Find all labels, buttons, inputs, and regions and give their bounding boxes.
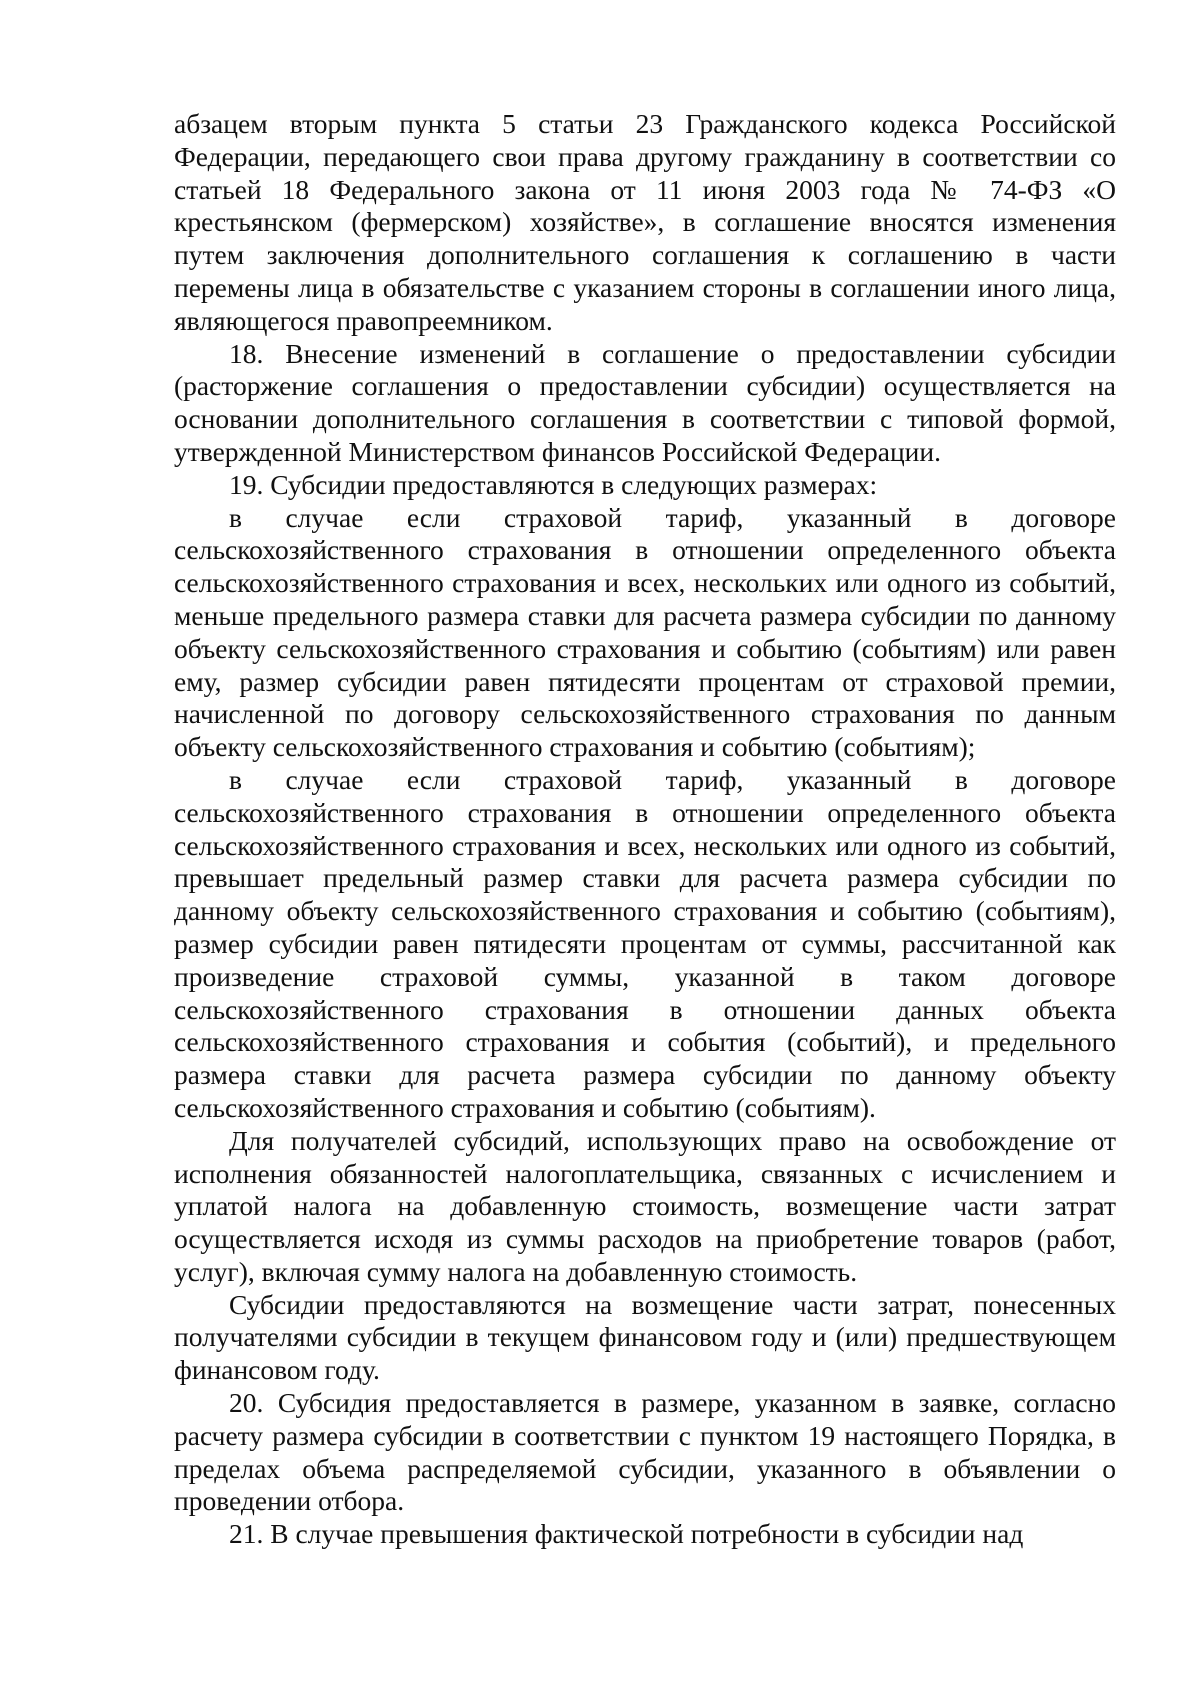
paragraph-vat-exempt-recipients: Для получателей субсидий, использующих право на освобождение от исполнения обязанностей налогоплательщика, связанных с исчислением и уплатой налога на добавленную стоимость, возмещение части затрат осуществляется исходя из суммы расходов на приобретение товаров (работ, услуг), включая сумму налога на добавленную стоимость. — [174, 1124, 1116, 1287]
paragraph-continuation: абзацем вторым пункта 5 статьи 23 Гражданского кодекса Российской Федерации, передающего свои права другому гражданину в соответствии со статьей 18 Федерального закона от 11 июня 2003 года № 74-ФЗ «О крестьянском (фермерском) хозяйстве», в соглашение вносятся изменения путем заключения дополнительного соглашения к соглашению в части перемены лица в обязательстве с указанием стороны в соглашении иного лица, являющегося правопреемником. — [174, 108, 1116, 336]
paragraph-cost-reimbursement: Субсидии предоставляются на возмещение части затрат, понесенных получателями субсидии в текущем финансовом году и (или) предшествующем финансовом году. — [174, 1288, 1116, 1386]
paragraph-item-19: 19. Субсидии предоставляются в следующих размерах: — [229, 468, 878, 500]
paragraph-item-20: 20. Субсидия предоставляется в размере, указанном в заявке, согласно расчету размера субсидии в соответствии с пунктом 19 настоящего Порядка, в пределах объема распределяемой субсидии, указанного в объявлении о проведении отбора. — [174, 1387, 1116, 1517]
paragraph-item-21: 21. В случае превышения фактической потребности в субсидии над — [229, 1518, 1024, 1550]
paragraph-case-tariff-above-limit: в случае если страховой тариф, указанный в договоре сельскохозяйственного страхования в отношении определенного объекта сельскохозяйственного страхования и всех, нескольких или одного из событий, превышает предельный размер ставки для расчета размера субсидии по данному объекту сельскохозяйственного страхования и событию (событиям), размер субсидии равен пятидесяти процентам от суммы, рассчитанной как произведение страховой суммы, указанной в таком договоре сельскохозяйственного страхования в отношении данных объекта сельскохозяйственного страхования и события (событий), и предельного размера ставки для расчета размера субсидии по данному объекту сельскохозяйственного страхования и событию (событиям). — [174, 763, 1116, 1123]
paragraph-item-18: 18. Внесение изменений в соглашение о предоставлении субсидии (расторжение соглашения о предоставлении субсидии) осуществляется на основании дополнительного соглашения в соответствии с типовой формой, утвержденной Министерством финансов Российской Федерации. — [174, 337, 1116, 467]
paragraph-case-tariff-below-limit: в случае если страховой тариф, указанный в договоре сельскохозяйственного страхования в отношении определенного объекта сельскохозяйственного страхования и всех, нескольких или одного из событий, меньше предельного размера ставки для расчета размера субсидии по данному объекту сельскохозяйственного страхования и событию (событиям) или равен ему, размер субсидии равен пятидесяти процентам от страховой премии, начисленной по договору сельскохозяйственного страхования по данным объекту сельскохозяйственного страхования и событию (событиям); — [174, 501, 1116, 763]
document-page — [174, 108, 1116, 1551]
